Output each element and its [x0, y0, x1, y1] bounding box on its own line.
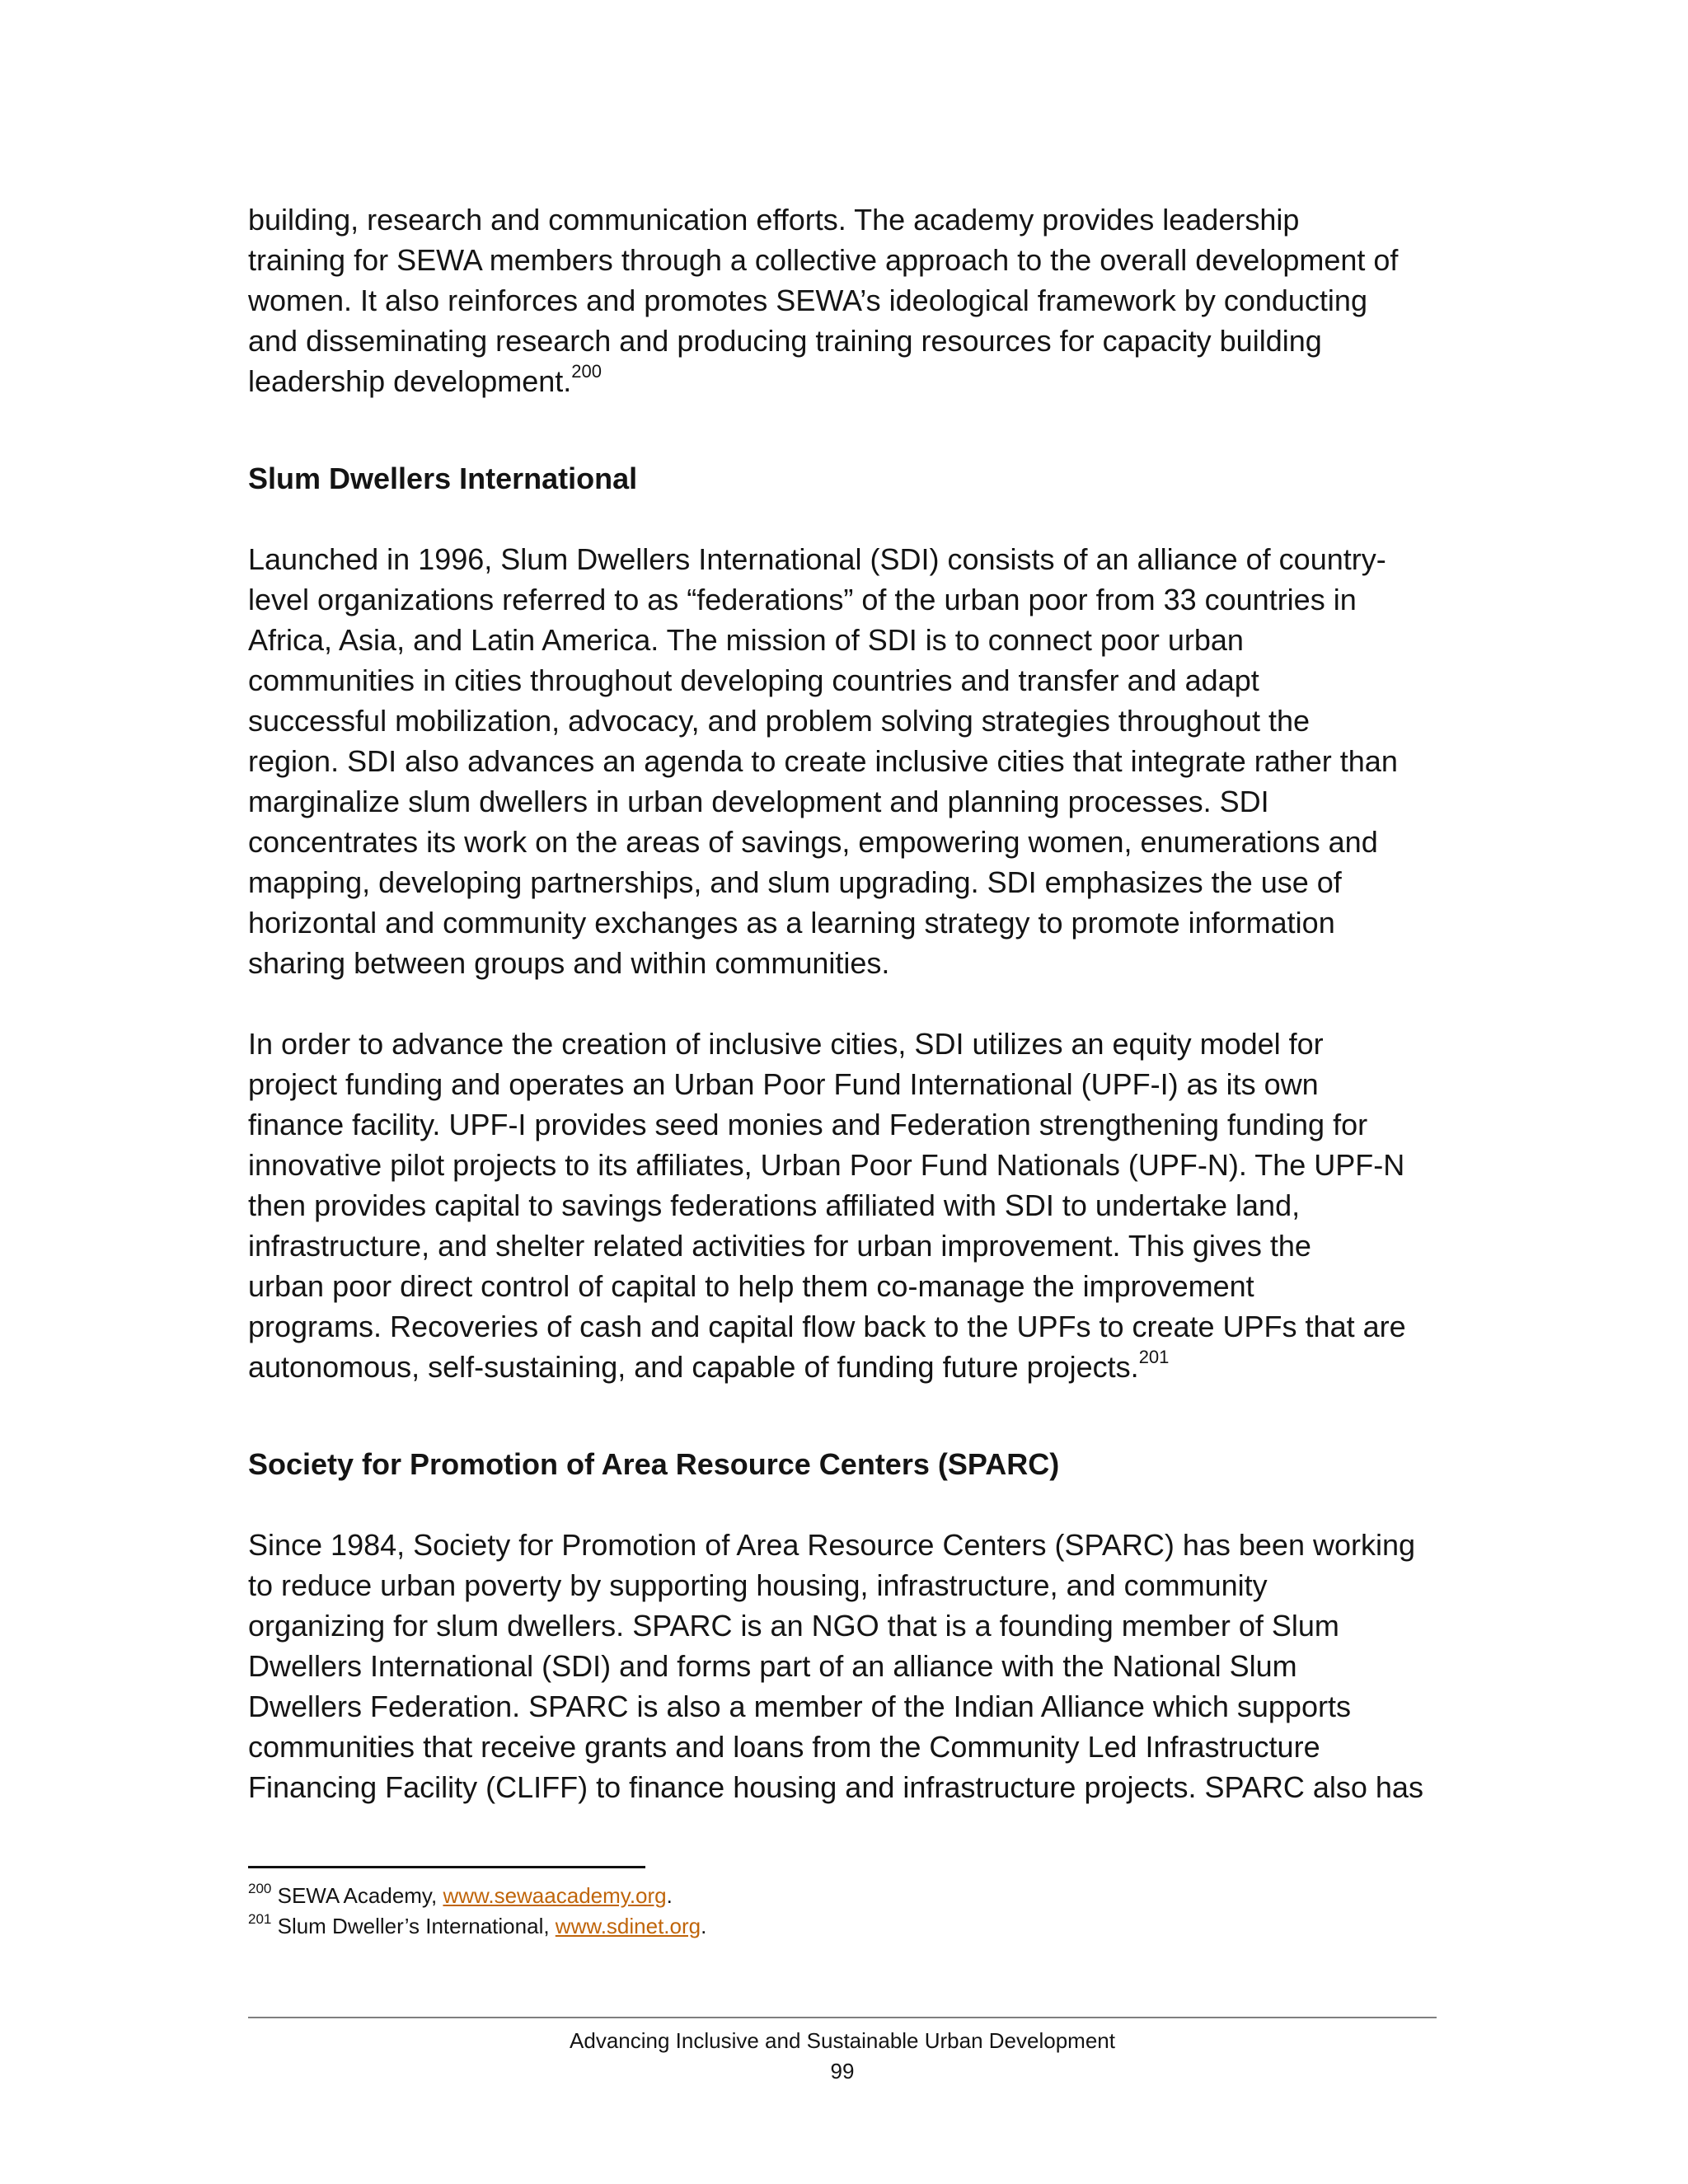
footer-title: Advancing Inclusive and Sustainable Urban Development [570, 2028, 1115, 2053]
footnote-number: 200 [248, 1881, 272, 1897]
section-heading-sparc: Society for Promotion of Area Resource Centers (SPARC) [248, 1447, 1060, 1481]
footer-separator [248, 2017, 1437, 2018]
footnote-link-sewa-academy[interactable]: www.sewaacademy.org [443, 1883, 667, 1908]
footnote-ref-201[interactable]: 201 [1138, 1347, 1170, 1367]
footnote-ref-200[interactable]: 200 [571, 361, 602, 382]
sparc-paragraph-1: Since 1984, Society for Promotion of Area Resource Centers (SPARC) has been working to reduce urban poverty by supporting housing, infrastructure, and community organizing for slum dwellers. SPARC is an NGO that is a founding member of Slum Dwellers International (SDI) and forms part of an alliance with the National Slum Dwellers Federation. SPARC is also a member of the Indian Alliance which supports communities that receive grants and loans from the Community Led Infrastructure Financing Facility (CLIFF) to finance housing and infrastructure projects. SPARC also has [248, 1528, 1423, 1804]
page-number: 99 [830, 2059, 855, 2083]
footnote-201 [248, 1911, 1402, 1942]
section-heading-sdi: Slum Dwellers International [248, 462, 638, 495]
footnote-link-sdinet[interactable]: www.sdinet.org [555, 1914, 701, 1938]
sdi-paragraph-2-text: In order to advance the creation of inclusive cities, SDI utilizes an equity model for project funding and operates an Urban Poor Fund International (UPF-I) as its own finance facility. UPF-I provides seed monies and Federation strengthening funding for innovative pilot projects to its affiliates, Urban Poor Fund Nationals (UPF-N). The UPF-N then provides capital to savings federations affiliated with SDI to undertake land, infrastructure, and shelter related activities for urban improvement. This gives the urban poor direct control of capital to help them co-manage the improvement programs. Recoveries of cash and capital flow back to the UPFs to create UPFs that are autonomous, self-sustaining, and capable of funding future projects. [248, 1027, 1406, 1384]
footnote-number: 201 [248, 1911, 272, 1928]
footnotes [248, 1881, 1402, 1942]
footnote-text: Slum Dweller’s International, [271, 1914, 556, 1938]
sdi-paragraph-2 [248, 1024, 1451, 1387]
page-footer [248, 2026, 1437, 2087]
footnote-separator [248, 1866, 645, 1868]
intro-text: building, research and communication efforts. The academy provides leadership training for SEWA members through a collective approach to the overall development of women. It also reinforces and promotes SEWA’s ideological framework by conducting and disseminating research and producing training resources for capacity building leadership development. [248, 203, 1399, 398]
footnote-end: . [701, 1914, 707, 1938]
sdi-paragraph-1: Launched in 1996, Slum Dwellers International (SDI) consists of an alliance of country- level organizations referred to as “federations” of the urban poor from 33 countries in Africa, Asia, and Latin America. The mission of SDI is to connect poor urban communities in cities throughout developing countries and transfer and adapt successful mobilization, advocacy, and problem solving strategies throughout the region. SDI also advances an agenda to create inclusive cities that integrate rather than marginalize slum dwellers in urban development and planning processes. SDI concentrates its work on the areas of savings, empowering women, enumerations and mapping, developing partnerships, and slum upgrading. SDI emphasizes the use of horizontal and community exchanges as a learning strategy to promote information sharing between groups and within communities. [248, 542, 1398, 980]
body-content [248, 199, 1451, 1807]
footnote-text: SEWA Academy, [271, 1883, 443, 1908]
intro-paragraph [248, 199, 1451, 401]
footnote-end: . [666, 1883, 673, 1908]
footnote-200 [248, 1881, 1402, 1911]
